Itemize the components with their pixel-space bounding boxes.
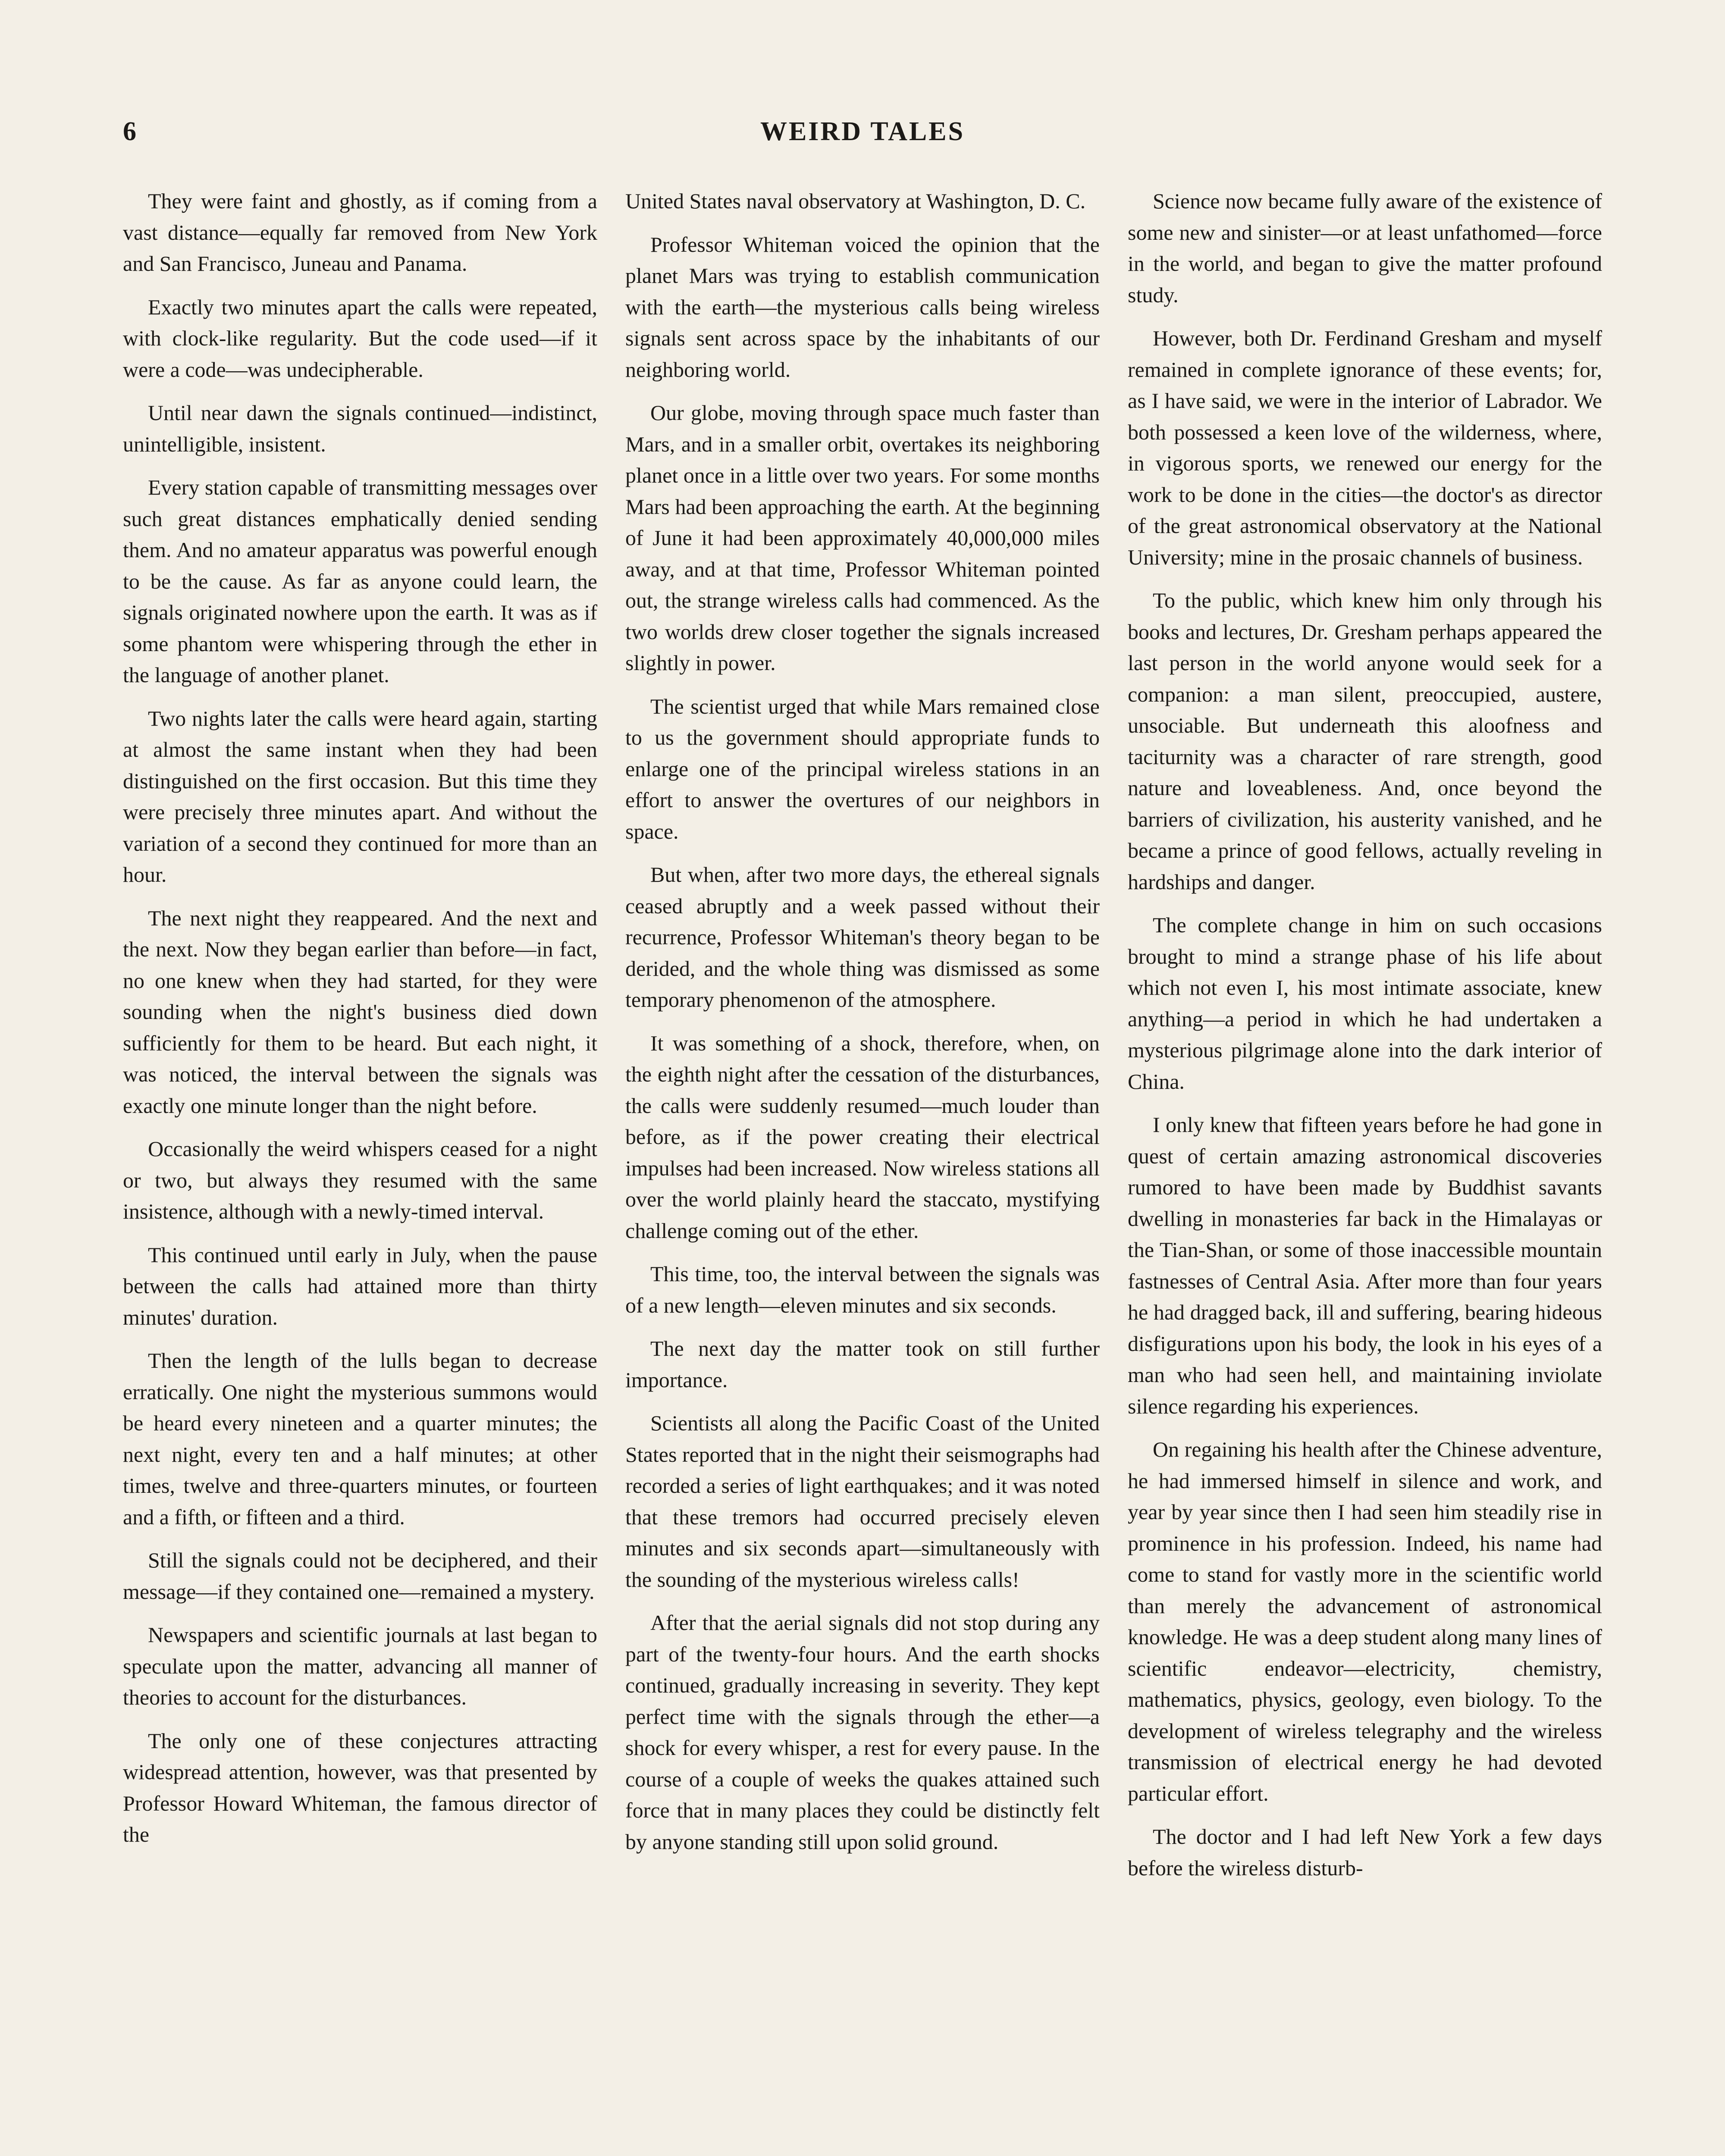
paragraph: Scientists all along the Pacific Coast of the United States reported that in the night their seismographs had recorded a series of light earthquakes; and it was noted that these tremors had occurred precisely eleven minutes and six seconds apart—simultaneously with the sounding of the mysterious wireless calls! — [625, 1411, 1100, 1592]
page-number: 6 — [123, 117, 136, 146]
paragraph: Newspapers and scientific journals at last began to speculate upon the matter, advancing all manner of theories to account for the disturbances. — [123, 1623, 597, 1709]
paragraph: On regaining his health after the Chinese adventure, he had immersed himself in silence and work, and year by year since then I had seen him steadily rise in prominence in his profession. Indeed, his name had come to stand for vastly more in the scientific world than merely the advancement of astronomical knowledge. He was a deep student along many lines of scientific endeavor—electricity, chemistry, mathematics, physics, geology, even biology. To the development of wireless telegraphy and the wireless transmission of electrical energy he had devoted particular effort. — [1128, 1437, 1602, 1805]
column-3 — [1128, 185, 1602, 2156]
paragraph: Exactly two minutes apart the calls were repeated, with clock-like regularity. But the code used—if it were a code—was undecipherable. — [123, 295, 597, 382]
paragraph: Then the length of the lulls began to decrease erratically. One night the mysterious summons would be heard every nineteen and a quarter minutes; the next night, every ten and a half minutes; at other times, twelve and three-quarters minutes, or fourteen and a fifth, or fifteen and a third. — [123, 1348, 597, 1529]
paragraph: Still the signals could not be deciphered, and their message—if they contained one—remained a mystery. — [123, 1548, 597, 1604]
paragraph: This continued until early in July, when the pause between the calls had attained more than thirty minutes' duration. — [123, 1242, 597, 1329]
text-columns — [123, 185, 1602, 2156]
paragraph: Science now became fully aware of the existence of some new and sinister—or at least unfathomed—force in the world, and began to give the matter profound study. — [1128, 189, 1602, 307]
paragraph: The next day the matter took on still further importance. — [625, 1336, 1100, 1392]
paragraph: I only knew that fifteen years before he had gone in quest of certain amazing astronomical discoveries rumored to have been made by Buddhist savants dwelling in monasteries far back in the Himalayas or the Tian-Shan, or some of those inaccessible mountain fastnesses of Central Asia. After more than four years he had dragged back, ill and suffering, bearing hideous disfigurations upon his body, the look in his eyes of a man who had seen hell, and maintaining inviolate silence regarding his experiences. — [1128, 1112, 1602, 1418]
paragraph: Two nights later the calls were heard again, starting at almost the same instant when they had been distinguished on the first occasion. But this time they were precisely three minutes apart. And without the variation of a second they continued for more than an hour. — [123, 706, 597, 887]
paragraph: To the public, which knew him only through his books and lectures, Dr. Gresham perhaps appeared the last person in the world anyone would seek for a companion: a man silent, preoccupied, austere, unsociable. But underneath this aloofness and taciturnity was a character of rare strength, good nature and loveableness. And, once beyond the barriers of civilization, his austerity vanished, and he became a prince of good fellows, actually reveling in hardships and danger. — [1128, 588, 1602, 894]
paragraph: The doctor and I had left New York a few days before the wireless disturb- — [1128, 1824, 1602, 1880]
page-header — [123, 116, 1602, 155]
paragraph: Occasionally the weird whispers ceased for a night or two, but always they resumed with the same insistence, although with a newly-timed interval. — [123, 1137, 597, 1223]
paragraph: Until near dawn the signals continued—indistinct, unintelligible, insistent. — [123, 401, 597, 456]
paragraph: But when, after two more days, the ethereal signals ceased abruptly and a week passed without their recurrence, Professor Whiteman's theory began to be derided, and the whole thing was dismissed as some temporary phenomenon of the atmosphere. — [625, 862, 1100, 1012]
paragraph: Our globe, moving through space much faster than Mars, and in a smaller orbit, overtakes its neighboring planet once in a little over two years. For some months Mars had been approaching the earth. At the beginning of June it had been approximately 40,000,000 miles away, and at that time, Professor Whiteman pointed out, the strange wireless calls had commenced. As the two worlds drew closer together the signals increased slightly in power. — [625, 401, 1100, 675]
column-1 — [123, 185, 597, 2156]
paragraph: The next night they reappeared. And the next and the next. Now they began earlier than before—in fact, no one knew when they had started, for they were sounding when the night's business died down sufficiently for them to be heard. But each night, it was noticed, the interval between the signals was exactly one minute longer than the night before. — [123, 906, 597, 1118]
paragraph: Every station capable of transmitting messages over such great distances emphatically denied sending them. And no amateur apparatus was powerful enough to be the cause. As far as anyone could learn, the signals originated nowhere upon the earth. It was as if some phantom were whispering through the ether in the language of another planet. — [123, 475, 597, 687]
paragraph: They were faint and ghostly, as if coming from a vast distance—equally far removed from New York and San Francisco, Juneau and Panama. — [123, 189, 597, 276]
paragraph: After that the aerial signals did not stop during any part of the twenty-four hours. And the earth shocks continued, gradually increasing in severity. They kept perfect time with the signals through the ether—a shock for every whisper, a rest for every pause. In the course of a couple of weeks the quakes attained such force that in many places they could be distinctly felt by anyone standing still upon solid ground. — [625, 1611, 1100, 1854]
paragraph: However, both Dr. Ferdinand Gresham and myself remained in complete ignorance of these events; for, as I have said, we were in the interior of Labrador. We both possessed a keen love of the wilderness, where, in vigorous sports, we renewed our energy for the work to be done in the cities—the doctor's as director of the great astronomical observatory at the National University; mine in the prosaic channels of business. — [1128, 326, 1602, 569]
paragraph: The only one of these conjectures attracting widespread attention, however, was that presented by Professor Howard Whiteman, the famous director of the — [123, 1728, 597, 1846]
paragraph: The scientist urged that while Mars remained close to us the government should appropriate funds to enlarge one of the principal wireless stations in an effort to answer the overtures of our neighbors in space. — [625, 694, 1100, 843]
paragraph: The complete change in him on such occasions brought to mind a strange phase of his life about which not even I, his most intimate associate, knew anything—a period in which he had undertaken a mysterious pilgrimage alone into the dark interior of China. — [1128, 913, 1602, 1094]
paragraph: United States naval observatory at Washington, D. C. — [625, 189, 1086, 213]
paragraph: Professor Whiteman voiced the opinion that the planet Mars was trying to establish communication with the earth—the mysterious calls being wireless signals sent across space by the inhabitants of our neighboring world. — [625, 232, 1100, 382]
paragraph: This time, too, the interval between the signals was of a new length—eleven minutes and six seconds. — [625, 1262, 1100, 1317]
column-2 — [625, 185, 1100, 2156]
running-title: WEIRD TALES — [760, 117, 965, 146]
paragraph: It was something of a shock, therefore, when, on the eighth night after the cessation of the disturbances, the calls were suddenly resumed—much louder than before, as if the power creating their electrical impulses had been increased. Now wireless stations all over the world plainly heard the staccato, mystifying challenge coming out of the ether. — [625, 1031, 1100, 1243]
